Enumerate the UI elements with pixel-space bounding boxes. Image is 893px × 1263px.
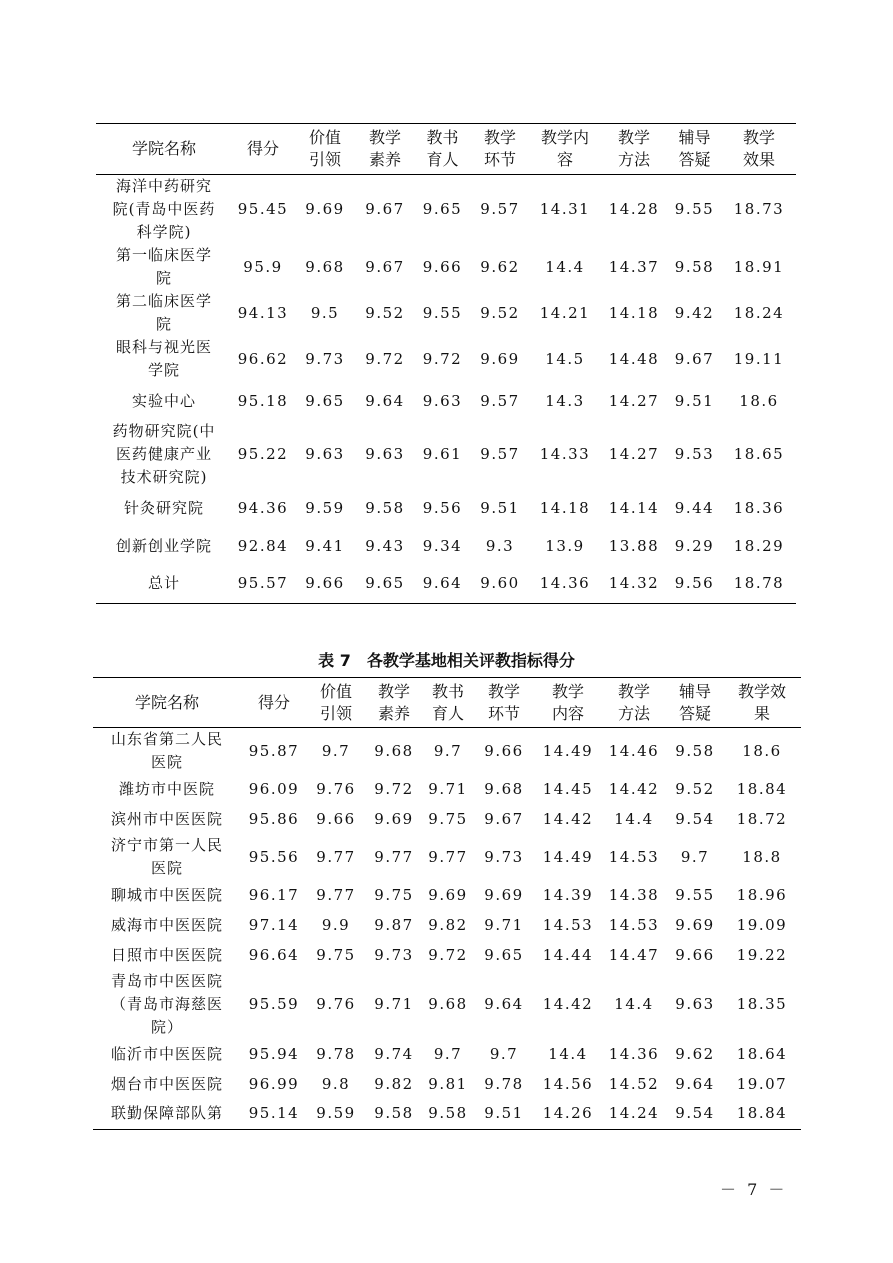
cell-value: 14.42 [542,995,594,1013]
cell-value: 9.64 [422,574,463,593]
cell-value: 9.67 [674,349,715,368]
cell-value: 14.36 [539,574,591,593]
row-label: 联勤保障部队第 [110,1104,223,1123]
row-label: 海洋中药研究 院(青岛中医药 科学院) [112,177,216,241]
table-row [96,489,796,527]
row-label: 总计 [147,574,180,593]
column-header: 教学 环节 [483,128,516,169]
cell-value: 18.73 [733,200,785,218]
cell-value: 9.61 [422,445,463,463]
row-label: 山东省第二人民 医院 [110,730,223,771]
table-row [93,1069,801,1099]
cell-value: 9.68 [484,779,524,798]
cell-value: 9.69 [428,885,468,904]
cell-value: 18.24 [733,303,785,322]
cell-value: 18.29 [733,536,785,555]
cell-value: 9.34 [422,536,463,555]
cell-value: 9.77 [316,847,356,866]
cell-value: 9.7 [433,741,463,760]
cell-value: 9.60 [480,574,520,593]
table-row [93,880,801,910]
cell-value: 9.52 [365,303,405,322]
cell-value: 96.09 [248,779,300,798]
cell-value: 9.52 [675,779,715,798]
table-row [96,175,796,245]
column-header: 教学内 容 [540,128,589,169]
cell-value: 95.22 [237,445,289,463]
cell-value: 18.96 [736,885,788,904]
cell-value: 9.73 [374,945,414,964]
cell-value: 9.43 [365,536,405,555]
cell-value: 95.14 [248,1104,300,1123]
table-1-body [96,175,796,604]
column-header: 教学 素养 [368,128,401,169]
cell-value: 14.42 [542,809,594,828]
table-row [96,336,796,382]
cell-value: 9.8 [321,1074,351,1093]
cell-value: 14.42 [608,779,660,798]
cell-value: 14.18 [608,303,660,322]
cell-value: 14.3 [545,391,585,410]
cell-value: 18.35 [736,995,788,1013]
cell-value: 14.24 [608,1104,660,1123]
cell-value: 94.36 [237,498,289,517]
cell-value: 9.51 [484,1104,524,1123]
cell-value: 9.53 [674,445,715,463]
cell-value: 14.27 [608,391,660,410]
table-row [96,382,796,420]
cell-value: 95.94 [248,1044,300,1063]
cell-value: 9.57 [480,391,520,410]
cell-value: 9.58 [674,257,715,276]
cell-value: 9.62 [675,1044,715,1063]
cell-value: 14.44 [542,945,594,964]
column-header: 价值 引领 [319,681,352,723]
cell-value: 95.18 [237,391,289,410]
cell-value: 9.74 [374,1044,414,1063]
table-7 [93,677,801,1130]
cell-value: 9.69 [675,915,715,934]
column-header: 教学 方法 [617,681,650,723]
table-row [93,940,801,970]
cell-value: 14.45 [542,779,594,798]
table-7-header-row [93,678,801,728]
cell-value: 18.36 [733,498,785,517]
cell-value: 9.72 [374,779,414,798]
row-label: 第二临床医学 院 [115,292,212,333]
table-row [93,834,801,880]
cell-value: 9.54 [675,809,715,828]
cell-value: 13.9 [545,536,585,555]
row-label: 创新创业学院 [115,536,212,555]
row-label: 聊城市中医医院 [110,885,223,904]
cell-value: 18.72 [736,809,788,828]
cell-value: 9.75 [428,809,468,828]
cell-value: 9.71 [374,995,414,1013]
cell-value: 9.63 [675,995,715,1013]
cell-value: 9.65 [365,574,405,593]
cell-value: 9.67 [365,200,405,218]
cell-value: 9.66 [316,809,356,828]
cell-value: 95.56 [248,847,300,866]
table-row [93,1099,801,1129]
cell-value: 14.31 [539,200,591,218]
cell-value: 18.64 [736,1044,788,1063]
cell-value: 95.86 [248,809,300,828]
cell-value: 9.44 [674,498,715,517]
cell-value: 9.9 [321,915,351,934]
row-label: 潍坊市中医院 [118,779,215,798]
cell-value: 14.27 [608,445,660,463]
column-header: 教学 素养 [377,681,410,723]
cell-value: 95.59 [248,995,300,1013]
cell-value: 9.63 [365,445,405,463]
cell-value: 9.58 [675,741,715,760]
cell-value: 14.53 [608,915,660,934]
cell-value: 9.58 [374,1104,414,1123]
column-header: 教学 内容 [551,681,584,723]
cell-value: 92.84 [237,536,289,555]
cell-value: 9.66 [305,574,345,593]
row-label: 实验中心 [131,391,196,410]
column-header: 教学 效果 [742,128,775,169]
row-label: 第一临床医学 院 [115,246,212,287]
cell-value: 14.14 [608,498,660,517]
table-row [93,1039,801,1069]
cell-value: 14.28 [608,200,660,218]
cell-value: 9.68 [374,741,414,760]
cell-value: 95.45 [237,200,289,218]
table-7-body [93,728,801,1130]
cell-value: 9.73 [305,349,345,368]
cell-value: 14.21 [539,303,591,322]
column-header: 得分 [246,139,279,158]
cell-value: 9.77 [316,885,356,904]
row-label: 青岛市中医医院 （青岛市海慈医 院） [110,972,223,1036]
table-row [96,290,796,336]
cell-value: 9.69 [480,349,520,368]
cell-value: 9.29 [674,536,715,555]
cell-value: 9.51 [674,391,715,410]
table-row [93,728,801,775]
cell-value: 9.55 [422,303,463,322]
table-row [93,774,801,804]
cell-value: 9.82 [374,1074,414,1093]
cell-value: 14.4 [614,809,654,828]
cell-value: 9.72 [428,945,468,964]
cell-value: 14.4 [614,995,654,1013]
cell-value: 19.22 [736,945,788,964]
cell-value: 9.62 [480,257,520,276]
table-7-caption: 表 7 各教学基地相关评教指标得分 [318,651,575,670]
cell-value: 14.33 [539,445,591,463]
cell-value: 14.47 [608,945,660,964]
cell-value: 9.73 [484,847,524,866]
cell-value: 19.09 [736,915,788,934]
cell-value: 9.72 [422,349,463,368]
cell-value: 18.65 [733,445,785,463]
cell-value: 9.7 [680,847,710,866]
cell-value: 9.41 [305,536,345,555]
table-row [93,804,801,834]
cell-value: 9.54 [675,1104,715,1123]
column-header: 辅导 答疑 [678,681,711,723]
cell-value: 95.87 [248,741,300,760]
cell-value: 9.81 [428,1074,468,1093]
cell-value: 9.87 [374,915,414,934]
cell-value: 9.72 [365,349,405,368]
cell-value: 14.53 [608,847,660,866]
cell-value: 9.64 [365,391,405,410]
cell-value: 14.48 [608,349,660,368]
cell-value: 9.69 [484,885,524,904]
cell-value: 9.7 [321,741,351,760]
cell-value: 9.59 [305,498,345,517]
table-row [96,565,796,603]
column-header: 教书 育人 [426,128,459,169]
cell-value: 14.5 [545,349,585,368]
column-header: 教学 方法 [617,128,650,169]
cell-value: 9.69 [374,809,414,828]
cell-value: 9.66 [484,741,524,760]
cell-value: 96.64 [248,945,300,964]
cell-value: 14.46 [608,741,660,760]
row-label: 临沂市中医医院 [110,1044,223,1063]
column-header: 得分 [257,692,290,712]
cell-value: 9.52 [480,303,520,322]
cell-value: 14.37 [608,257,660,276]
cell-value: 9.5 [310,303,340,322]
cell-value: 96.17 [248,885,300,904]
cell-value: 9.63 [422,391,463,410]
cell-value: 9.65 [305,391,345,410]
cell-value: 9.57 [480,445,520,463]
cell-value: 9.58 [428,1104,468,1123]
cell-value: 9.77 [374,847,414,866]
cell-value: 9.51 [480,498,520,517]
cell-value: 14.4 [548,1044,588,1063]
cell-value: 9.75 [316,945,356,964]
cell-value: 9.56 [674,574,715,593]
cell-value: 18.84 [736,779,788,798]
row-label: 威海市中医医院 [110,915,223,934]
row-label: 药物研究院(中 医药健康产业 技术研究院) [112,422,216,486]
cell-value: 19.11 [733,349,785,368]
row-label: 滨州市中医医院 [110,809,223,828]
cell-value: 18.6 [739,391,779,410]
cell-value: 9.76 [316,779,356,798]
cell-value: 14.52 [608,1074,660,1093]
cell-value: 9.7 [433,1044,463,1063]
cell-value: 9.42 [674,303,715,322]
cell-value: 9.76 [316,995,356,1013]
cell-value: 94.13 [237,303,289,322]
cell-value: 96.62 [237,349,289,368]
cell-value: 9.67 [484,809,524,828]
row-label: 针灸研究院 [123,498,204,517]
cell-value: 9.55 [674,200,715,218]
cell-value: 9.78 [316,1044,356,1063]
page-number: － 7 － [720,1180,788,1199]
cell-value: 14.53 [542,915,594,934]
cell-value: 9.55 [675,885,715,904]
cell-value: 9.64 [484,995,524,1013]
cell-value: 9.69 [305,200,345,218]
cell-value: 13.88 [608,536,660,555]
cell-value: 19.07 [736,1074,788,1093]
cell-value: 95.57 [237,574,289,593]
cell-value: 14.18 [539,498,591,517]
cell-value: 9.58 [365,498,405,517]
column-header: 辅导 答疑 [678,128,711,169]
column-header: 学院名称 [134,692,199,712]
cell-value: 9.82 [428,915,468,934]
cell-value: 9.65 [484,945,524,964]
table-row [93,910,801,940]
cell-value: 9.3 [485,536,515,555]
cell-value: 18.84 [736,1104,788,1123]
cell-value: 14.36 [608,1044,660,1063]
cell-value: 9.67 [365,257,405,276]
cell-value: 18.91 [733,257,785,276]
table-row [93,970,801,1039]
table-row [96,527,796,565]
cell-value: 14.49 [542,741,594,760]
column-header: 教学 环节 [487,681,520,723]
cell-value: 9.71 [484,915,524,934]
cell-value: 9.64 [675,1074,715,1093]
cell-value: 14.4 [545,257,585,276]
cell-value: 18.6 [742,741,782,760]
cell-value: 14.49 [542,847,594,866]
cell-value: 14.38 [608,885,660,904]
cell-value: 97.14 [248,915,300,934]
cell-value: 9.71 [428,779,468,798]
cell-value: 9.65 [422,200,463,218]
cell-value: 9.75 [374,885,414,904]
cell-value: 95.9 [243,257,283,276]
cell-value: 9.77 [428,847,468,866]
cell-value: 9.7 [489,1044,519,1063]
cell-value: 9.68 [305,257,345,276]
table-row [96,420,796,489]
column-header: 学院名称 [131,139,196,158]
row-label: 日照市中医医院 [110,945,223,964]
row-label: 烟台市中医医院 [110,1074,223,1093]
cell-value: 14.39 [542,885,594,904]
cell-value: 9.57 [480,200,520,218]
cell-value: 9.59 [316,1104,356,1123]
cell-value: 9.68 [428,995,468,1013]
table-row [96,244,796,290]
cell-value: 18.8 [742,847,782,866]
cell-value: 9.78 [484,1074,524,1093]
row-label: 眼科与视光医 学院 [115,338,212,379]
table-1 [96,123,796,604]
cell-value: 14.26 [542,1104,594,1123]
cell-value: 9.56 [422,498,463,517]
column-header: 价值 引领 [308,128,341,169]
table-1-header-row [96,124,796,175]
row-label: 济宁市第一人民 医院 [110,836,223,877]
column-header: 教书 育人 [431,681,464,723]
cell-value: 9.63 [305,445,345,463]
cell-value: 96.99 [248,1074,300,1093]
cell-value: 14.32 [608,574,660,593]
cell-value: 14.56 [542,1074,594,1093]
cell-value: 9.66 [675,945,715,964]
column-header: 教学效 果 [737,681,786,723]
cell-value: 18.78 [733,574,785,593]
cell-value: 9.66 [422,257,463,276]
